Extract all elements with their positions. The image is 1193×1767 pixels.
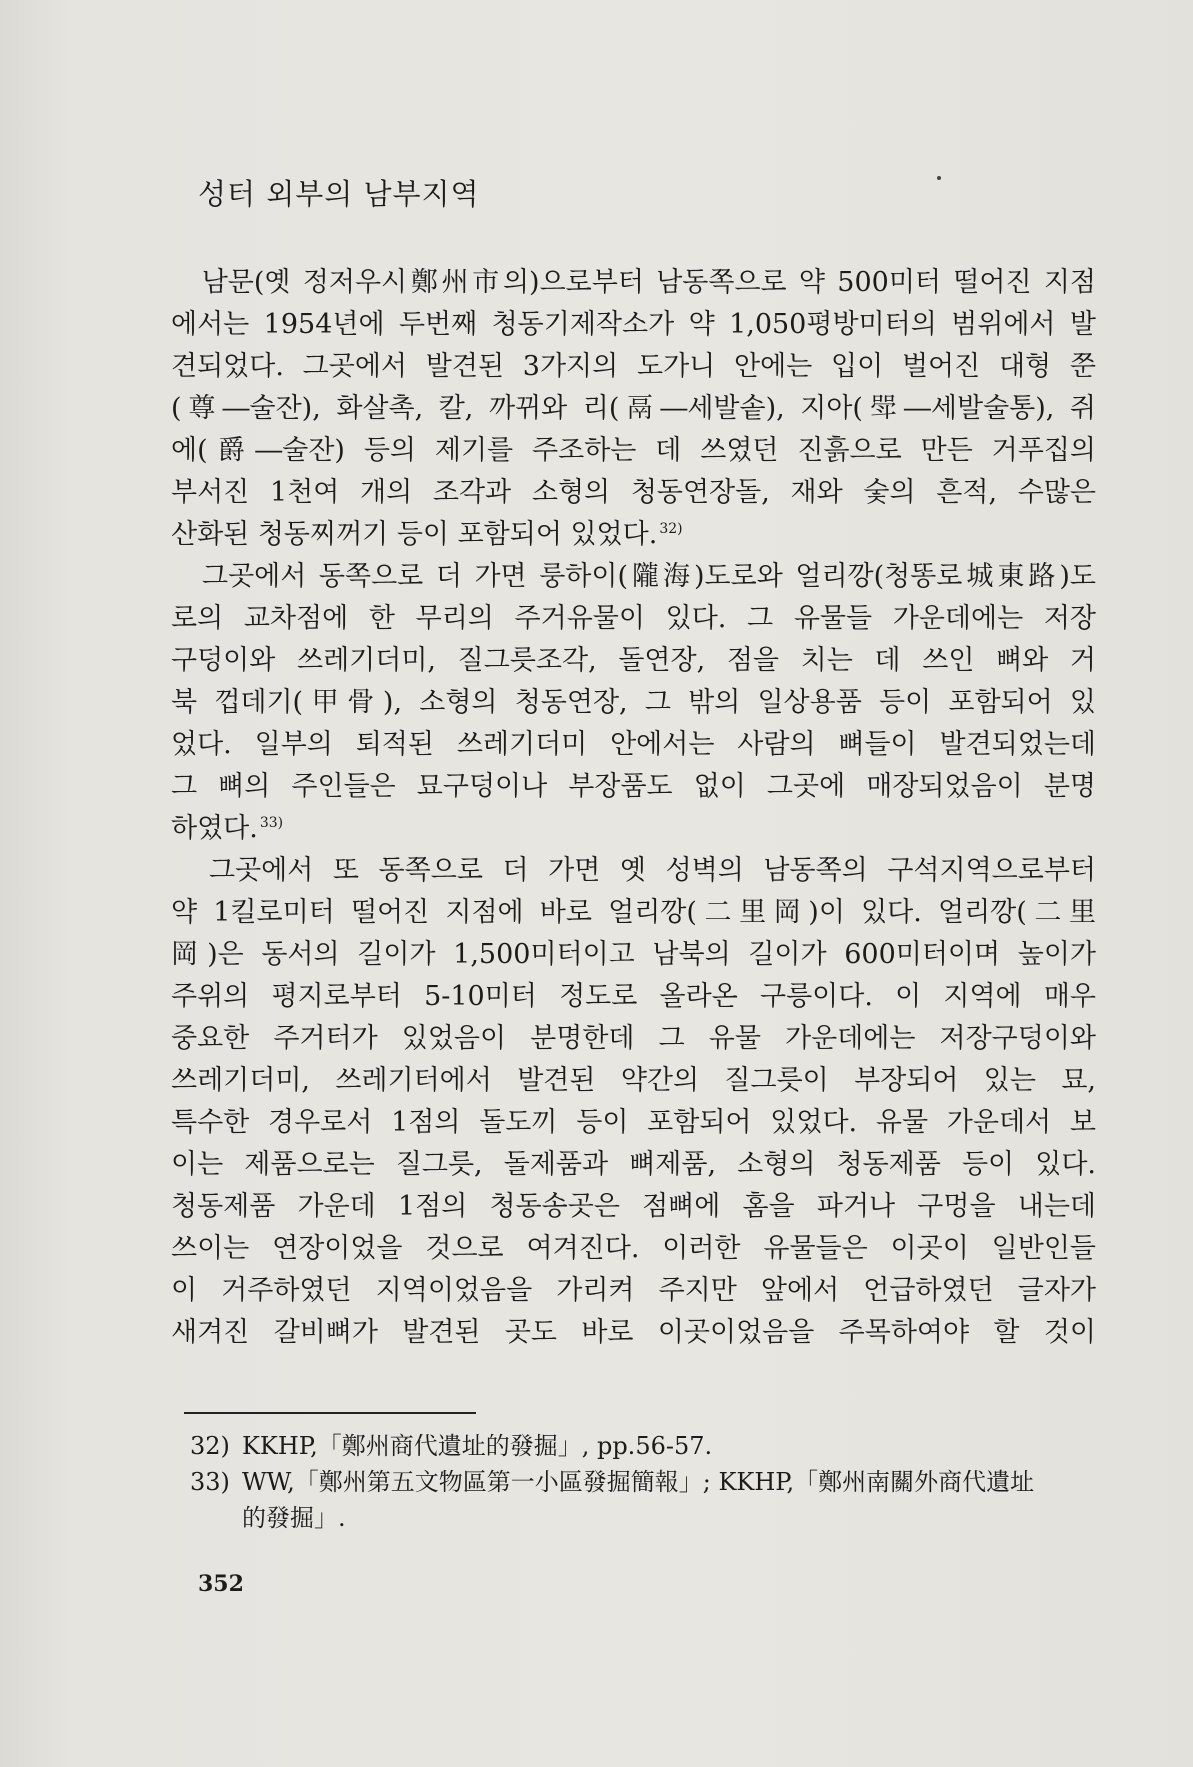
text-line-content: 하였다. bbox=[171, 813, 258, 844]
footnote-number: 33) bbox=[190, 1468, 230, 1496]
text-line: 중요한 주거터가 있었음이 분명한데 그 유물 가운데에는 저장구덩이와 bbox=[171, 1023, 1096, 1054]
footnote-text: KKHP,「鄭州商代遺址的發掘」, pp.56-57. bbox=[242, 1432, 713, 1460]
paragraph bbox=[171, 556, 1096, 850]
text-line: 약 1킬로미터 떨어진 지점에 바로 얼리깡(二里岡)이 있다. 얼리깡(二里 bbox=[171, 897, 1096, 928]
text-line: 구덩이와 쓰레기더미, 질그릇조각, 돌연장, 점을 치는 데 쓰인 뼈와 거 bbox=[171, 645, 1096, 676]
text-line: 부서진 1천여 개의 조각과 소형의 청동연장돌, 재와 숯의 흔적, 수많은 bbox=[171, 477, 1096, 508]
footnote-ref: 32) bbox=[659, 521, 683, 537]
text-line: 견되었다. 그곳에서 발견된 3가지의 도가니 안에는 입이 벌어진 대형 쭌 bbox=[171, 351, 1096, 382]
text-line: 그 뼈의 주인들은 묘구덩이나 부장품도 없이 그곳에 매장되었음이 분명 bbox=[171, 771, 1096, 802]
text-line: 새겨진 갈비뼈가 발견된 곳도 바로 이곳이었음을 주목하여야 할 것이 bbox=[171, 1317, 1096, 1348]
text-line: 그곳에서 동쪽으로 더 가면 룽하이(隴海)도로와 얼리깡(청똥로城東路)도 bbox=[171, 561, 1096, 592]
text-line: (尊―술잔), 화살촉, 칼, 까뀌와 리(鬲―세발솥), 지아(斝―세발술통), 쥐 bbox=[171, 393, 1096, 424]
footnote bbox=[190, 1428, 1096, 1464]
text-line: 에(爵―술잔) 등의 제기를 주조하는 데 쓰였던 진흙으로 만든 거푸집의 bbox=[171, 435, 1096, 466]
text-line: 남문(옛 정저우시鄭州市의)으로부터 남동쪽으로 약 500미터 떨어진 지점 bbox=[171, 267, 1096, 298]
text-line bbox=[171, 808, 1096, 850]
text-line: 특수한 경우로서 1점의 돌도끼 등이 포함되어 있었다. 유물 가운데서 보 bbox=[171, 1107, 1096, 1138]
footnote-divider bbox=[184, 1412, 476, 1414]
text-line: 북 껍데기(甲骨), 소형의 청동연장, 그 밖의 일상용품 등이 포함되어 있 bbox=[171, 687, 1096, 718]
section-heading: 성터 외부의 남부지역 bbox=[198, 177, 480, 211]
footnote-number: 32) bbox=[190, 1432, 230, 1460]
footnote-text: WW,「鄭州第五文物區第一小區發掘簡報」; KKHP,「鄭州南關外商代遺址 bbox=[242, 1468, 1035, 1496]
text-line: 이는 제품으로는 질그릇, 돌제품과 뼈제품, 소형의 청동제품 등이 있다. bbox=[171, 1149, 1096, 1180]
speck-mark bbox=[937, 176, 941, 180]
page-number: 352 bbox=[198, 1571, 244, 1597]
footnote bbox=[190, 1464, 1096, 1500]
text-line: 주위의 평지로부터 5-10미터 정도로 올라온 구릉이다. 이 지역에 매우 bbox=[171, 981, 1096, 1012]
footnote-text-continued: 的發掘」. bbox=[242, 1504, 346, 1532]
text-line: 이 거주하였던 지역이었음을 가리켜 주지만 앞에서 언급하였던 글자가 bbox=[171, 1275, 1096, 1306]
text-line-content: 산화된 청동찌꺼기 등이 포함되어 있었다. bbox=[171, 519, 658, 550]
text-line: 쓰레기더미, 쓰레기터에서 발견된 약간의 질그릇이 부장되어 있는 묘, bbox=[171, 1065, 1096, 1096]
text-line: 그곳에서 또 동쪽으로 더 가면 옛 성벽의 남동쪽의 구석지역으로부터 bbox=[171, 855, 1096, 886]
text-line: 에서는 1954년에 두번째 청동기제작소가 약 1,050평방미터의 범위에서 발 bbox=[171, 309, 1096, 340]
text-line bbox=[171, 514, 1096, 556]
paragraph bbox=[171, 262, 1096, 556]
paragraph bbox=[171, 850, 1096, 1354]
text-line: 었다. 일부의 퇴적된 쓰레기더미 안에서는 사람의 뼈들이 발견되었는데 bbox=[171, 729, 1096, 760]
text-line: 岡)은 동서의 길이가 1,500미터이고 남북의 길이가 600미터이며 높이가 bbox=[171, 939, 1096, 970]
footnote-ref: 33) bbox=[259, 815, 284, 831]
text-line: 청동제품 가운데 1점의 청동송곳은 점뼈에 홈을 파거나 구멍을 내는데 bbox=[171, 1191, 1096, 1222]
text-line: 쓰이는 연장이었을 것으로 여겨진다. 이러한 유물들은 이곳이 일반인들 bbox=[171, 1233, 1096, 1264]
footnotes bbox=[190, 1428, 1096, 1536]
body-text bbox=[171, 262, 1096, 1354]
text-line: 로의 교차점에 한 무리의 주거유물이 있다. 그 유물들 가운데에는 저장 bbox=[171, 603, 1096, 634]
